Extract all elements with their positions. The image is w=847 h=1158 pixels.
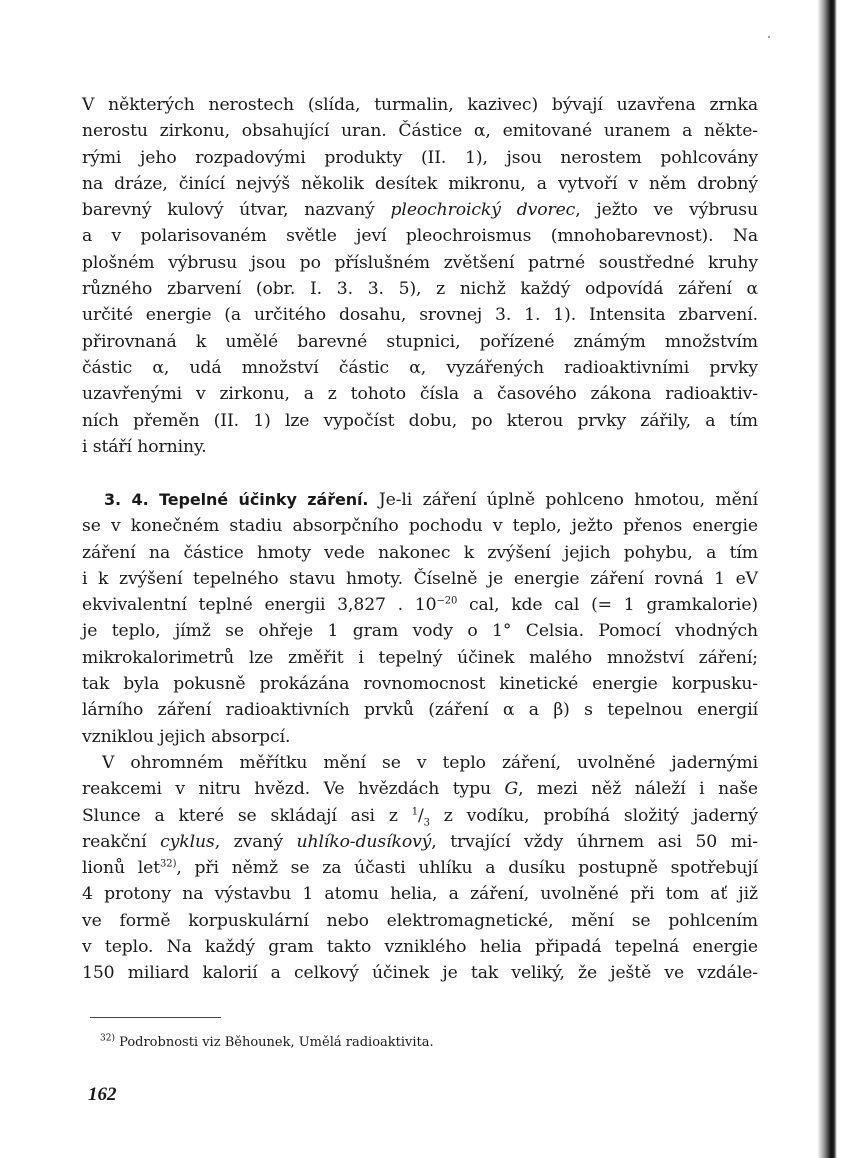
text-line: na dráze, činící nejvýš několik desítek mikronu, a vytvoří v něm drobný [82,173,758,194]
text-line: V některých nerostech (slída, turmalin, kazivec) bývají uzavřena zrnka [82,95,758,115]
section-heading: 3. 4. Tepelné účinky záření. [104,490,369,509]
fraction-numerator: 1 [411,805,418,817]
exponent: −20 [436,595,458,607]
text-run: , ježto ve výbrusu [575,200,759,221]
text-line: mikrokalorimetrů lze změřit i tepelný účinek malého množství záření; [82,647,758,668]
text-line [82,487,758,513]
text-run: z vodíku, probíhá složitý jaderný [429,805,758,826]
text-line: a v polarisovaném světle jeví pleochroismus (mnohobarevnost). Na [82,226,758,247]
italic-term: pleochroický dvorec [390,200,576,221]
text-line [82,829,758,855]
text-line: tak byla pokusně prokázána rovnomocnost kinetické energie korpusku- [82,674,758,695]
text-line: v teplo. Na každý gram takto vzniklého helia připadá tepelná energie [82,937,758,958]
page-binding-shadow [807,0,847,1158]
text-run: Je-li záření úplně pohlceno hmotou, mění [368,490,759,510]
footnote-divider [90,1017,221,1018]
italic-term: G [504,779,519,800]
text-line [82,197,758,223]
text-line: se v konečném stadiu absorpčního pochodu v teplo, ježto přenos energie [82,516,758,537]
text-line: přirovnaná k umělé barevné stupnici, pořízené známým množstvím [82,331,758,352]
footnote-reference[interactable]: 32) [160,858,177,870]
text-line: je teplo, jímž se ohřeje 1 gram vody o 1° Celsia. Pomocí vhodných [82,621,758,642]
text-line: různého zbarvení (obr. I. 3. 3. 5), z nichž každý odpovídá záření α [82,279,758,300]
text-line: plošném výbrusu jsou po příslušném zvětšení patrné soustředné kruhy [82,252,758,273]
text-run: Slunce a které se skládají asi z [82,805,412,826]
italic-term: uhlíko-dusíkový [296,831,432,852]
text-run: , mezi něž náleží i naše [518,779,759,800]
scan-speck [768,36,770,38]
text-line: nerostu zirkonu, obsahující uran. Částice α, emitované uranem a někte- [82,121,758,142]
text-line: rými jeho rozpadovými produkty (II. 1), jsou nerostem pohlcovány [82,147,758,168]
text-run: , zvaný [214,831,297,852]
text-line: uzavřenými v zirkonu, a z tohoto čísla a časového zákona radioaktiv- [82,384,758,405]
text-line: V ohromném měřítku mění se v teplo záření, uvolněné jadernými [102,752,758,773]
text-line: 4 protony na výstavbu 1 atomu helia, a záření, uvolněné při tom ať již [82,884,758,905]
footnote-marker: 32) [100,1033,115,1044]
text-line: 150 miliard kalorií a celkový účinek je tak veliký, že ještě ve vzdále- [82,963,758,984]
text-run: reakcemi v nitru hvězd. Ve hvězdách typu [82,779,505,800]
text-line: určité energie (a určitého dosahu, srovnej 3. 1. 1). Intensita zbarvení. [82,305,758,326]
text-line: částic α, udá množství částic α, vyzářených radioaktivními prvky [82,357,758,378]
text-run: barevný kulový útvar, nazvaný [82,200,391,221]
text-line [82,776,758,802]
text-run: ekvivalentní teplné energii 3,827 . 10 [82,595,437,616]
text-line: i k zvýšení tepelného stavu hmoty. Číselně je energie záření rovná 1 eV [82,568,758,589]
text-line: i stáří horniny. [82,436,207,457]
fraction-denominator: 3 [423,817,430,828]
footnote [100,1035,434,1050]
page-number: 162 [88,1084,117,1105]
text-line: ve formě korpuskulární nebo elektromagnetické, mění se pohlcením [82,910,758,931]
text-line [82,803,758,829]
text-run: cal, kde cal (= 1 gramkalorie) [457,595,758,616]
text-line: vzniklou jejich absorpcí. [82,726,291,747]
fraction-slash: / [417,805,424,826]
text-line: ních přeměn (II. 1) lze vypočíst dobu, po kterou prvky zářily, a tím [82,410,758,431]
text-line: lárního záření radioaktivních prvků (záření α a β) s tepelnou energií [82,700,758,721]
text-line [82,592,758,618]
text-run: , při němž se za účasti uhlíku a dusíku postupně spotřebují [176,858,758,879]
text-run: , trvající vždy úhrnem asi 50 mi- [431,831,759,852]
text-run: reakční [82,831,161,852]
text-line [82,855,758,881]
paragraph-pleochroic-halos [82,92,758,460]
italic-term: cyklus [160,831,215,852]
footnote-text: Podrobnosti viz Běhounek, Umělá radioaktivita. [114,1035,434,1050]
section-thermal-effects [82,487,758,987]
text-run: lionů let [82,858,161,879]
text-line: záření na částice hmoty vede nakonec k zvýšení jejich pohybu, a tím [82,542,758,563]
